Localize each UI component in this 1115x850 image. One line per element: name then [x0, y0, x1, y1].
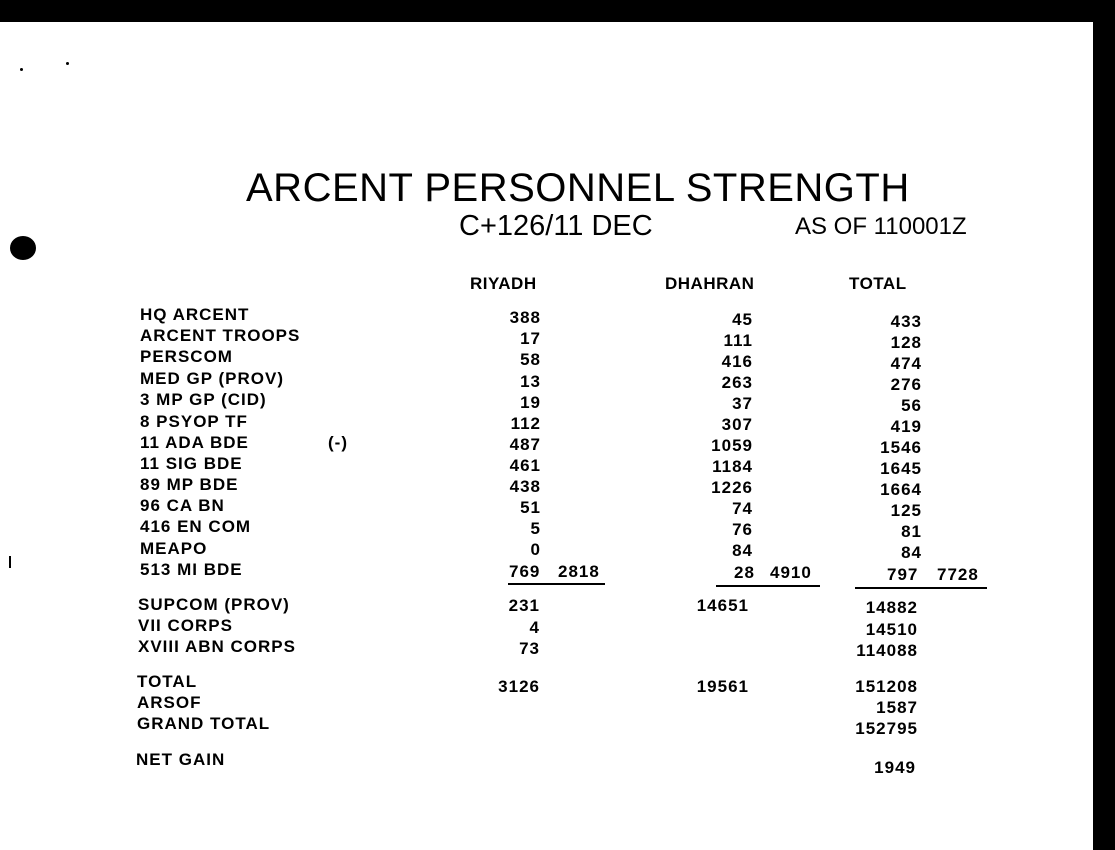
- document-subtitle: C+126/11 DEC: [459, 210, 653, 242]
- row-label: 8 PSYOP TF: [140, 412, 248, 431]
- total-value: 276: [890, 375, 922, 394]
- total-value: 152795: [855, 719, 918, 738]
- total-value: 114088: [856, 641, 918, 660]
- total-value: 84: [901, 543, 922, 562]
- column-header-dhahran: DHAHRAN: [665, 274, 755, 293]
- row-label: PERSCOM: [140, 347, 233, 366]
- row-label: HQ ARCENT: [140, 305, 250, 324]
- column-header-riyadh: RIYADH: [470, 274, 537, 293]
- total-value: 56: [901, 396, 922, 415]
- riyadh-value: 58: [520, 350, 541, 369]
- riyadh-value: 13: [520, 372, 541, 391]
- row-label: 96 CA BN: [140, 496, 225, 515]
- riyadh-value: 17: [520, 329, 541, 348]
- net-gain-label: NET GAIN: [136, 750, 226, 769]
- scan-speck: [20, 68, 23, 71]
- row-label: 513 MI BDE: [140, 560, 243, 579]
- riyadh-value: 769: [509, 562, 541, 581]
- row-label: 11 ADA BDE: [140, 433, 249, 452]
- row-label: MED GP (PROV): [140, 369, 284, 388]
- row-label: 416 EN COM: [140, 517, 252, 536]
- row-label: ARSOF: [137, 693, 202, 712]
- dhahran-value: 45: [732, 310, 753, 329]
- row-label: 3 MP GP (CID): [140, 390, 267, 409]
- dhahran-value: 28: [734, 563, 755, 582]
- riyadh-value: 438: [509, 477, 541, 496]
- row-label: MEAPO: [140, 539, 208, 558]
- total-subtotal: 7728: [937, 565, 979, 584]
- riyadh-value: 51: [520, 498, 541, 517]
- riyadh-value: 388: [509, 308, 541, 327]
- total-value: 1664: [880, 480, 922, 499]
- total-value: 1645: [880, 459, 922, 478]
- net-gain-value: 1949: [874, 758, 916, 777]
- row-label: VII CORPS: [138, 616, 233, 635]
- dhahran-subtotal-rule: [716, 585, 820, 587]
- dhahran-value: 1226: [711, 478, 753, 497]
- total-value: 125: [890, 501, 922, 520]
- dhahran-value: 14651: [696, 596, 749, 615]
- total-subtotal-rule: [855, 587, 987, 589]
- riyadh-value: 73: [519, 639, 540, 658]
- dhahran-value: 84: [732, 541, 753, 560]
- dhahran-value: 74: [732, 499, 753, 518]
- scan-border-top: [0, 0, 1115, 22]
- dhahran-value: 1059: [711, 436, 753, 455]
- total-value: 128: [890, 333, 922, 352]
- row-label: XVIII ABN CORPS: [138, 637, 296, 656]
- punch-hole-mark: [10, 236, 36, 260]
- total-value: 419: [890, 417, 922, 436]
- total-value: 14510: [865, 620, 918, 639]
- total-value: 797: [887, 565, 919, 584]
- row-label: GRAND TOTAL: [137, 714, 271, 733]
- riyadh-value: 487: [509, 435, 541, 454]
- total-value: 1546: [880, 438, 922, 457]
- riyadh-value: 112: [510, 414, 541, 433]
- dhahran-value: 416: [721, 352, 753, 371]
- scan-mark: [9, 556, 11, 568]
- scan-speck: [66, 62, 69, 65]
- dhahran-subtotal: 4910: [770, 563, 812, 582]
- total-value: 1587: [876, 698, 918, 717]
- riyadh-subtotal: 2818: [558, 562, 600, 581]
- riyadh-value: 3126: [498, 677, 540, 696]
- total-value: 433: [890, 312, 922, 331]
- dhahran-value: 19561: [696, 677, 749, 696]
- row-label: 89 MP BDE: [140, 475, 239, 494]
- column-header-total: TOTAL: [849, 274, 907, 293]
- riyadh-value: 5: [530, 519, 541, 538]
- row-note: (-): [328, 433, 348, 452]
- row-label: SUPCOM (PROV): [138, 595, 290, 614]
- riyadh-value: 461: [509, 456, 541, 475]
- total-value: 151208: [855, 677, 918, 696]
- riyadh-subtotal-rule: [508, 583, 605, 585]
- document-title: ARCENT PERSONNEL STRENGTH: [246, 166, 910, 210]
- dhahran-value: 1184: [712, 457, 753, 476]
- row-label: ARCENT TROOPS: [140, 326, 301, 345]
- total-value: 81: [901, 522, 922, 541]
- riyadh-value: 0: [530, 540, 541, 559]
- as-of-timestamp: AS OF 110001Z: [795, 213, 967, 240]
- dhahran-value: 37: [732, 394, 753, 413]
- dhahran-value: 111: [723, 331, 753, 350]
- riyadh-value: 19: [520, 393, 541, 412]
- total-value: 474: [890, 354, 922, 373]
- total-value: 14882: [865, 598, 918, 617]
- dhahran-value: 76: [732, 520, 753, 539]
- riyadh-value: 231: [508, 596, 540, 615]
- dhahran-value: 263: [721, 373, 753, 392]
- row-label: TOTAL: [137, 672, 198, 691]
- row-label: 11 SIG BDE: [140, 454, 243, 473]
- riyadh-value: 4: [529, 618, 540, 637]
- scan-border-right: [1093, 0, 1115, 850]
- dhahran-value: 307: [721, 415, 753, 434]
